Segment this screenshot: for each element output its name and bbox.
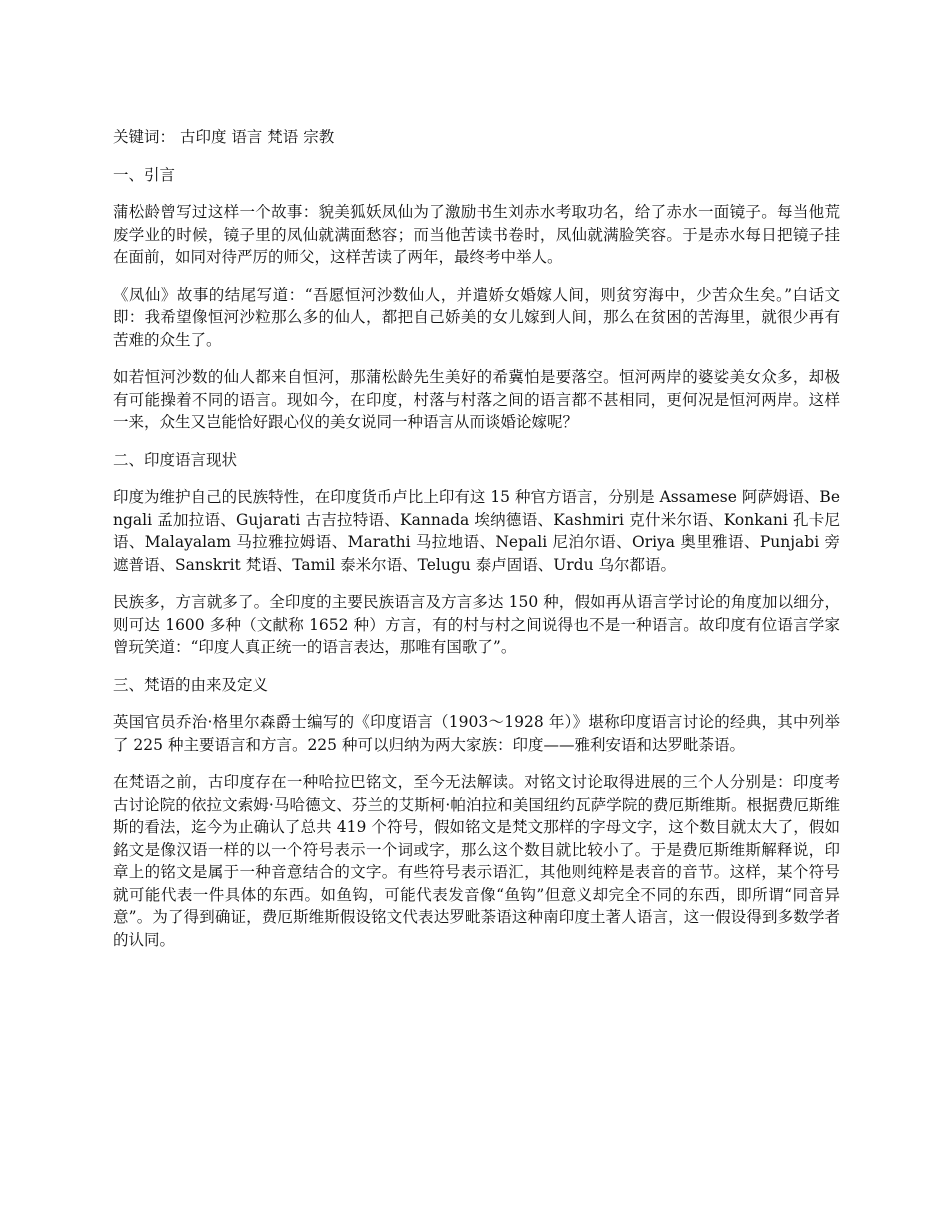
paragraph: 在梵语之前，古印度存在一种哈拉巴铭文，至今无法解读。对铭文讨论取得进展的三个人分别是：印度考古讨论院的依拉文索姆·马哈德文、芬兰的艾斯柯·帕泊拉和美国纽约瓦萨学院的费厄斯维斯。根据费厄斯维斯的看法，迄今为止确认了总共 419 个符号，假如铭文是梵文那样的字母文字，这个数目就太大了，假如銘文是像汉语一样的以一个符号表示一个词或字，那么这个数目就比较小了。于是费厄斯维斯解释说，印章上的铭文是属于一种音意结合的文字。有些符号表示语汇，其他则纯粹是表音的音节。这样，某个符号就可能代表一件具体的东西。如鱼钩，可能代表发音像“鱼钩”但意义却完全不同的东西，即所谓“同音异意”。为了得到确证，费厄斯维斯假设铭文代表达罗毗荼语这种南印度土著人语言，这一假设得到多数学者的认同。: [113, 773, 840, 949]
paragraph: 英国官员乔治·格里尔森爵士编写的《印度语言（1903～1928 年）》堪称印度语言讨论的经典，其中列举了 225 种主要语言和方言。225 种可以归纳为两大家族：印度——雅利安语和达罗毗荼语。: [113, 713, 840, 754]
paragraph: 如若恒河沙数的仙人都来自恒河，那蒲松龄先生美好的希冀怕是要落空。恒河两岸的婆娑美女众多，却极有可能操着不同的语言。现如今，在印度，村落与村落之间的语言都不甚相同，更何况是恒河两岸。这样一来，众生又岂能恰好跟心仪的美女说同一种语言从而谈婚论嫁呢？: [113, 368, 840, 431]
section-heading-language-status: 二、印度语言现状: [113, 450, 238, 469]
keywords-line: [113, 126, 840, 149]
document-body: [113, 126, 840, 966]
paragraph: 印度为维护自己的民族特性，在印度货币卢比上印有这 15 种官方语言，分别是 Assamese 阿萨姆语、Bengali 孟加拉语、Gujarati 古吉拉特语、Kannada 埃纳德语、Kashmiri 克什米尔语、Konkani 孔卡尼语、Malayalam 马拉雅拉姆语、Marathi 马拉地语、Nepali 尼泊尔语、Oriya 奥里雅语、Punjabi 旁遮普语、Sanskrit 梵语、Tamil 泰米尔语、Telugu 泰卢固语、Urdu 乌尔都语。: [113, 488, 840, 574]
paragraph: 蒲松龄曾写过这样一个故事：貌美狐妖凤仙为了激励书生刘赤水考取功名，给了赤水一面镜子。每当他荒废学业的时候，镜子里的凤仙就满面愁容；而当他苦读书卷时，凤仙就满脸笑容。于是赤水每日把镜子挂在面前，如同对待严厉的师父，这样苦读了两年，最终考中举人。: [113, 203, 840, 266]
section-heading-sanskrit-origin: 三、梵语的由来及定义: [113, 675, 269, 694]
keywords-label: 关键词：: [113, 128, 176, 146]
section-heading-introduction: 一、引言: [113, 165, 176, 184]
paragraph: 民族多，方言就多了。全印度的主要民族语言及方言多达 150 种，假如再从语言学讨论的角度加以细分，则可达 1600 多种（文献称 1652 种）方言，有的村与村之间说得也不是一种语言。故印度有位语言学家曾玩笑道：“印度人真正统一的语言表达，那唯有国歌了”。: [113, 593, 840, 656]
keywords-terms: 古印度 语言 梵语 宗教: [179, 128, 335, 146]
paragraph: 《凤仙》故事的结尾写道：“吾愿恒河沙数仙人，并遣娇女婚嫁人间，则贫穷海中，少苦众生矣。”白话文即：我希望像恒河沙粒那么多的仙人，都把自己娇美的女儿嫁到人间，那么在贫困的苦海里，就很少再有苦难的众生了。: [113, 285, 840, 349]
